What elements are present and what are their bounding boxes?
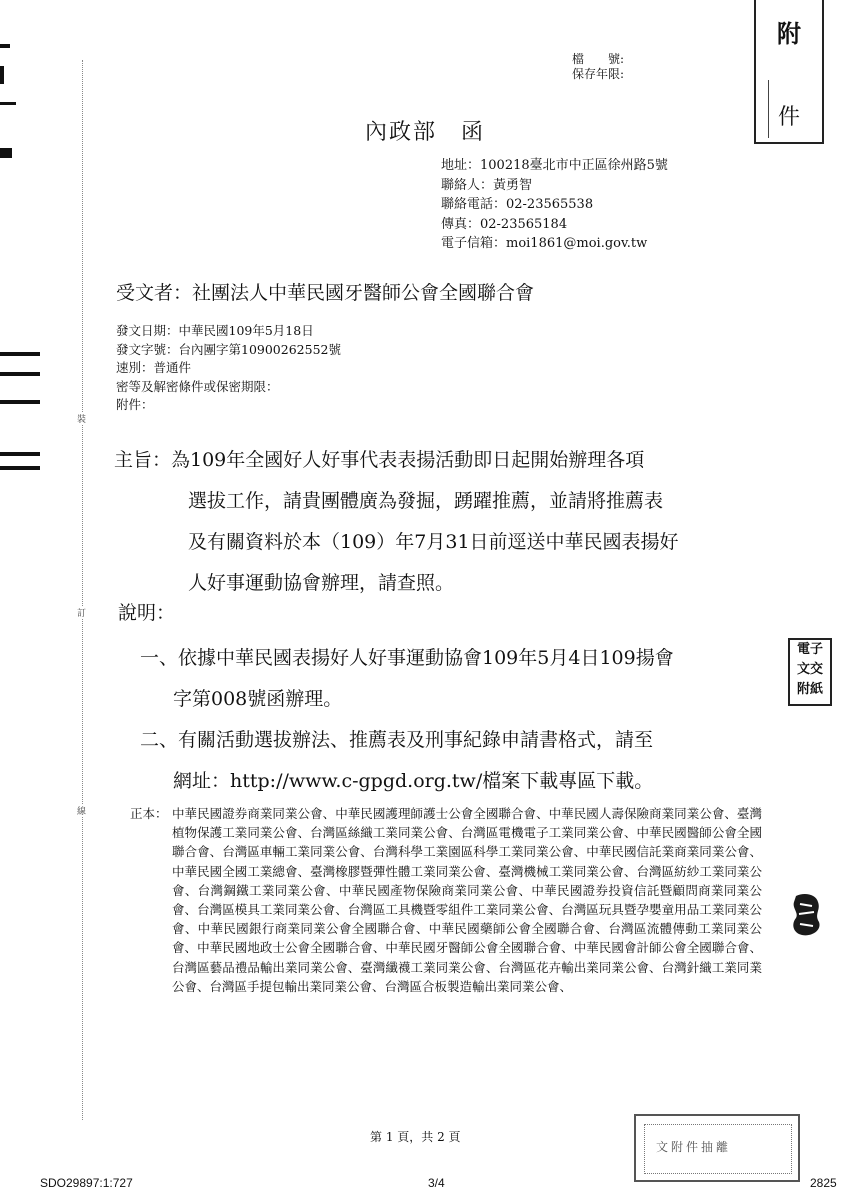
attachment-stamp	[754, 0, 824, 144]
explanation-section	[140, 638, 760, 802]
side-stamp-line: 附紙	[796, 682, 823, 697]
edge-mark	[0, 102, 16, 105]
edge-mark	[0, 44, 10, 48]
edge-mark	[0, 148, 12, 158]
attachment-label: 附件：	[116, 397, 154, 412]
stamp-top-char: 附	[777, 19, 801, 48]
subject-line: 主旨：為109年全國好人好事代表表揚活動即日起開始辦理各項	[114, 449, 645, 471]
footer-doc-id: SDO29897:1:727	[40, 1176, 133, 1190]
explanation-item: 網址：http://www.c-gpgd.org.tw/檔案下載專區下載。	[173, 770, 654, 792]
contact-block	[441, 156, 668, 254]
retention-label: 保存年限:	[572, 67, 625, 81]
explanation-item: 字第008號函辦理。	[173, 688, 343, 710]
edge-mark	[0, 372, 40, 376]
contact-address: 地址：100218臺北市中正區徐州路5號	[441, 158, 668, 173]
edge-mark	[0, 352, 40, 356]
edge-mark	[0, 452, 40, 456]
side-stamp-line: 電子	[796, 642, 823, 657]
side-stamp-line: 文交	[796, 662, 823, 677]
explanation-heading: 說明：	[118, 602, 176, 624]
seal-text: 文附件抽離	[656, 1140, 732, 1154]
document-meta	[116, 322, 341, 415]
file-meta	[572, 52, 624, 82]
secrecy-level: 密等及解密條件或保密期限：	[116, 378, 279, 394]
subject-line: 及有關資料於本（109）年7月31日前逕送中華民國表揚好	[188, 531, 679, 553]
subject-line: 人好事運動協會辦理，請查照。	[188, 572, 455, 594]
subject-section	[114, 440, 754, 604]
recipient: 受文者：社團法人中華民國牙醫師公會全國聯合會	[116, 282, 535, 304]
page-number: 第 1 頁，共 2 頁	[370, 1130, 461, 1144]
edge-mark	[0, 466, 40, 470]
subject-line: 選拔工作，請貴團體廣為發掘，踴躍推薦，並請將推薦表	[188, 490, 664, 512]
explanation-item: 二、有關活動選拔辦法、推薦表及刑事紀錄申請書格式，請至	[140, 729, 654, 751]
edge-mark	[0, 400, 40, 404]
speed-class: 速別：普通件	[116, 360, 192, 375]
electronic-doc-stamp	[788, 638, 832, 706]
explanation-item: 一、依據中華民國表揚好人好事運動協會109年5月4日109揚會	[140, 647, 674, 669]
stamp-bottom-char: 件	[777, 105, 800, 130]
contact-phone: 聯絡電話：02-23565538	[441, 197, 594, 212]
document-number: 發文字號：台內團字第10900262552號	[116, 341, 341, 357]
binding-line	[82, 60, 83, 1120]
footer-number: 2825	[810, 1176, 837, 1190]
contact-fax: 傳真：02-23565184	[441, 216, 568, 232]
contact-person: 聯絡人：黃勇智	[441, 177, 533, 193]
binding-mark: 裝	[77, 412, 86, 425]
cc-recipients: 中華民國證券商業同業公會、中華民國護理師護士公會全國聯合會、中華民國人壽保險商業同業公會、臺灣植物保護工業同業公會、台灣區絲織工業同業公會、台灣區電機電子工業同業公會、中華民國醫師公會全國聯合會、台灣區車輛工業同業公會、台灣科學工業園區科學工業同業公會、中華民國信託業商業同業公會、中華民國全國工業總會、臺灣橡膠暨彈性體工業同業公會、臺灣機械工業同業公會、台灣區紡紗工業同業公會、台灣鋼鐵工業同業公會、中華民國產物保險商業同業公會、中華民國證券投資信託暨顧問商業同業公會、台灣區模具工業同業公會、台灣區工具機暨零組件工業同業公會、台灣區玩具暨孕嬰童用品工業同業公會、中華民國銀行商業同業公會全國聯合會、中華民國藥師公會全國聯合會、台灣區流體傳動工業同業公會、中華民國地政士公會全國聯合會、中華民國牙醫師公會全國聯合會、中華民國會計師公會全國聯合會、台灣區藝品禮品輸出業同業公會、臺灣纖襪工業同業公會、台灣區花卉輸出業同業公會、台灣針織工業同業公會、台灣區手提包輸出業同業公會、台灣區合板製造輸出業同業公會、	[172, 806, 762, 994]
cc-label: 正本：	[130, 806, 168, 821]
contact-email: 電子信箱：moi1861@moi.gov.tw	[441, 236, 648, 251]
binding-mark: 線	[77, 804, 86, 817]
edge-mark	[0, 66, 4, 84]
official-seal	[634, 1114, 800, 1182]
document-title: 內政部 函	[365, 120, 486, 145]
issue-date: 發文日期：中華民國109年5月18日	[116, 323, 314, 338]
seal-blob-icon	[790, 892, 822, 938]
binding-mark: 訂	[77, 606, 86, 619]
footer-page-count: 3/4	[428, 1176, 445, 1190]
file-number-label: 檔 號:	[572, 52, 625, 66]
